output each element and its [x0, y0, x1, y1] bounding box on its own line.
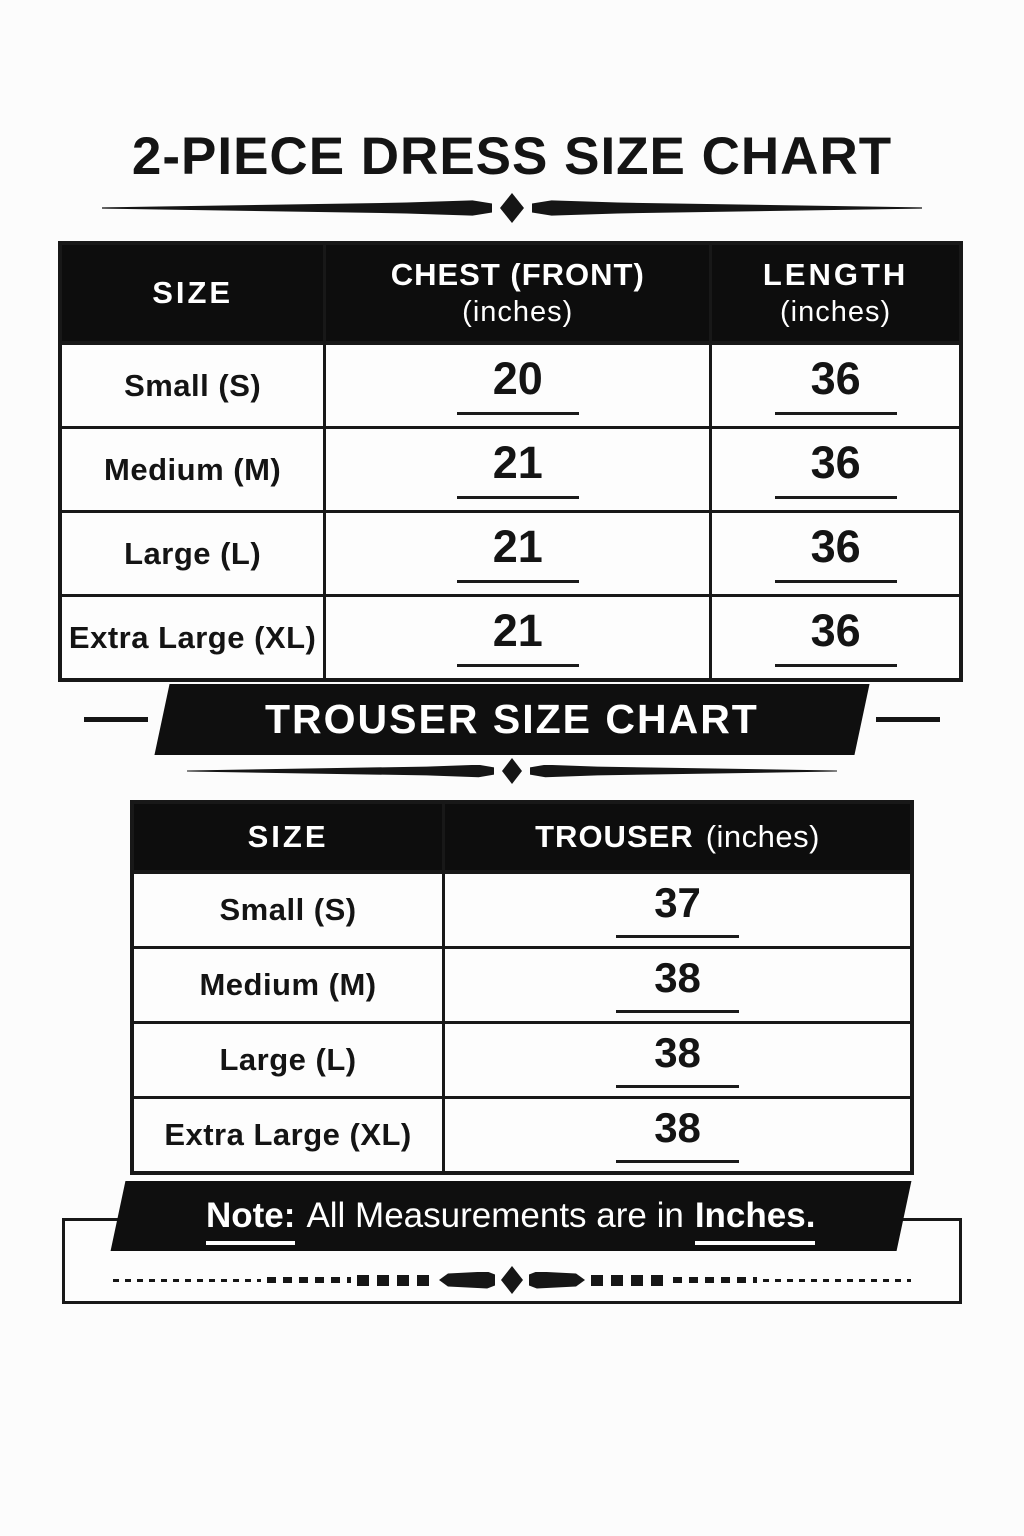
length-cell [711, 343, 961, 428]
length-value: 36 [775, 356, 897, 415]
chest-value: 21 [457, 608, 579, 667]
table-row [60, 512, 961, 596]
trouser-chart-banner-title: TROUSER SIZE CHART [265, 696, 759, 742]
length-cell [711, 428, 961, 512]
header-cell-length [711, 243, 961, 343]
header-label-trouser: TROUSER [535, 819, 694, 855]
dash-segment [763, 1279, 911, 1282]
bottom-dashed-ornament [0, 1266, 1024, 1294]
size-cell [60, 428, 325, 512]
table-row [132, 1023, 912, 1098]
size-value: Extra Large (XL) [68, 619, 317, 655]
trouser-cell [444, 1098, 912, 1174]
diamond-icon [502, 758, 522, 784]
chest-value: 21 [457, 440, 579, 499]
table-row [60, 596, 961, 681]
length-cell [711, 596, 961, 681]
trouser-chart-banner [154, 684, 869, 755]
size-value: Medium (M) [199, 967, 377, 1002]
trouser-value: 37 [616, 882, 739, 938]
size-cell [132, 1023, 444, 1098]
table-header-row [132, 802, 912, 872]
table-row [132, 872, 912, 948]
size-value: Small (S) [124, 367, 262, 403]
dash-segment [673, 1277, 757, 1283]
size-cell [60, 343, 325, 428]
chest-value: 21 [457, 524, 579, 583]
header-unit-length: (inches) [780, 295, 892, 328]
header-label-chest: CHEST (FRONT) [390, 257, 645, 292]
chest-cell [325, 596, 711, 681]
trouser-cell [444, 948, 912, 1023]
table-row [132, 1098, 912, 1174]
table-row [60, 343, 961, 428]
size-cell [132, 1098, 444, 1174]
note-body: All Measurements are in [306, 1196, 685, 1235]
header-cell-size [132, 802, 444, 872]
divider-blade-right [532, 200, 922, 216]
trouser-divider-ornament [187, 758, 837, 784]
size-value: Medium (M) [104, 451, 282, 487]
dash-segment [113, 1279, 261, 1282]
trouser-value: 38 [616, 1107, 739, 1163]
size-cell [132, 872, 444, 948]
header-unit-chest: (inches) [462, 295, 574, 328]
title-divider-ornament [102, 194, 922, 222]
banner-side-dash-right [876, 717, 940, 722]
size-cell [132, 948, 444, 1023]
note-banner [111, 1181, 912, 1251]
size-value: Large (L) [219, 1042, 357, 1077]
size-cell [60, 596, 325, 681]
length-cell [711, 512, 961, 596]
dash-segment [591, 1275, 667, 1286]
header-label-length: LENGTH [762, 257, 909, 292]
header-cell-trouser [444, 802, 912, 872]
chest-cell [325, 428, 711, 512]
banner-side-dash-left [84, 717, 148, 722]
trouser-table-header [132, 802, 912, 872]
length-value: 36 [775, 440, 897, 499]
note-emphasis: Inches. [695, 1196, 816, 1245]
chest-cell [325, 343, 711, 428]
dash-segment [357, 1275, 433, 1286]
header-cell-chest [325, 243, 711, 343]
trouser-cell [444, 1023, 912, 1098]
trouser-size-table [130, 800, 914, 1175]
divider-blade-left [187, 765, 494, 778]
table-row [60, 428, 961, 512]
dress-size-table [58, 241, 963, 682]
table-header-row [60, 243, 961, 343]
size-value: Small (S) [219, 892, 357, 927]
ornament-blade-left [439, 1272, 495, 1289]
header-cell-size [60, 243, 325, 343]
diamond-icon [500, 193, 524, 223]
header-label-size: SIZE [247, 819, 329, 855]
chest-value: 20 [457, 356, 579, 415]
chest-cell [325, 512, 711, 596]
table-row [132, 948, 912, 1023]
size-cell [60, 512, 325, 596]
dash-segment [267, 1277, 351, 1283]
size-value: Large (L) [124, 535, 262, 571]
diamond-icon [501, 1266, 523, 1294]
length-value: 36 [775, 608, 897, 667]
divider-blade-left [102, 200, 492, 216]
note-label: Note: [206, 1196, 295, 1245]
page-title: 2-PIECE DRESS SIZE CHART [131, 127, 893, 186]
note-text [206, 1196, 815, 1236]
size-value: Extra Large (XL) [164, 1117, 412, 1152]
dress-table-header [60, 243, 961, 343]
header-unit-trouser: (inches) [705, 819, 820, 855]
divider-blade-right [530, 765, 837, 778]
trouser-cell [444, 872, 912, 948]
ornament-blade-right [529, 1272, 585, 1289]
length-value: 36 [775, 524, 897, 583]
trouser-value: 38 [616, 1032, 739, 1088]
trouser-value: 38 [616, 957, 739, 1013]
header-label-size: SIZE [152, 275, 234, 311]
